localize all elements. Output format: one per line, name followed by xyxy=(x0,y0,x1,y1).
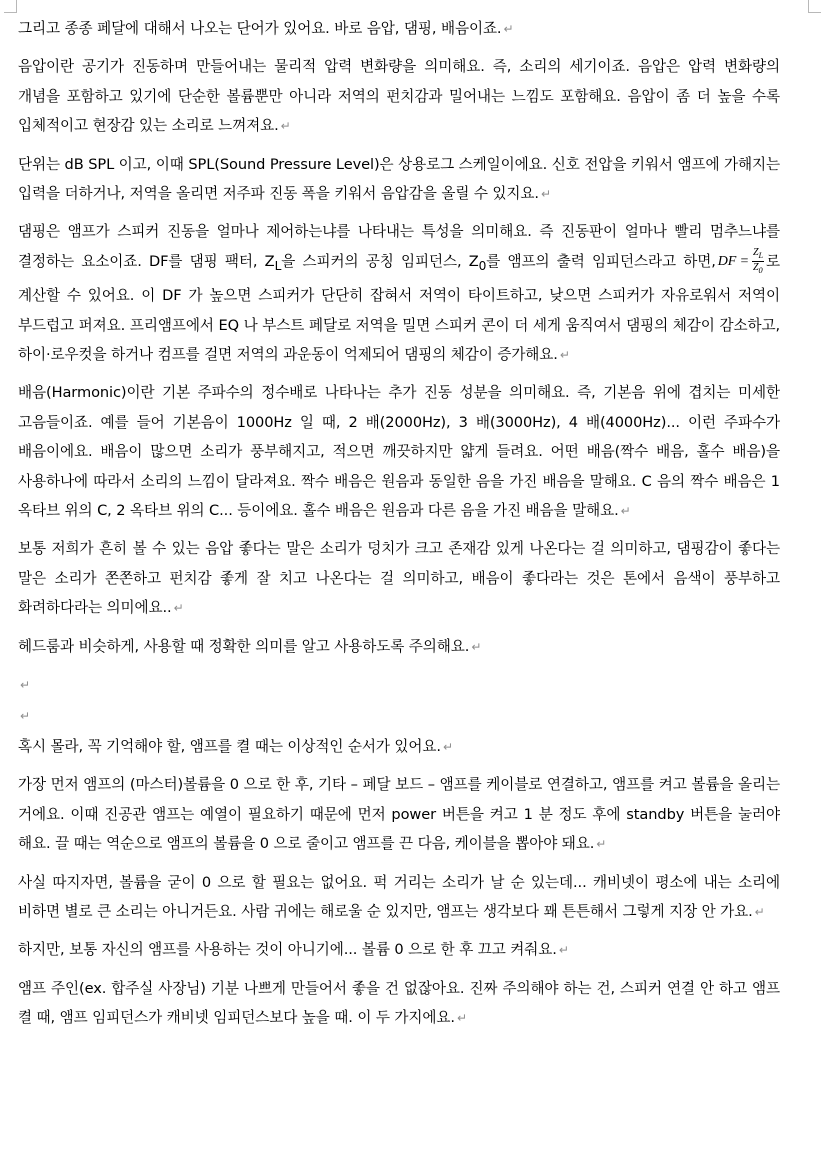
paragraph-amp-order-intro: 혹시 몰라, 꼭 기억해야 할, 앰프를 켤 때는 이상적인 순서가 있어요. ↵ xyxy=(18,738,453,756)
page-corner-mark-right xyxy=(808,0,821,13)
empty-paragraph xyxy=(18,701,780,730)
paragraph-volume-zero: 사실 따지자면, 볼륨을 굳이 0 으로 할 필요는 없어요. 퍽 거리는 소리가 날 순 있는데... 캐비넷이 평소에 내는 소리에 비하면 별로 큰 소리는 아니거든요. 사람 귀에는 해로울 순 있지만, 앰프는 생각보다 꽤 튼튼해서 그렇게 지장 안 가요. ↵ xyxy=(18,873,780,921)
paragraph-mark: ↵ xyxy=(558,943,569,958)
paragraph-mark: ↵ xyxy=(540,187,551,202)
paragraph-headroom-note: 헤드룸과 비슷하게, 사용할 때 정확한 의미를 알고 사용하도록 주의해요. ↵ xyxy=(18,637,482,655)
paragraph-mark: ↵ xyxy=(20,678,30,693)
paragraph-mark: ↵ xyxy=(754,905,765,920)
formula-fraction: $\frac{Z_L}{Z_0}$ xyxy=(752,247,763,276)
paragraph-volume-habit: 하지만, 보통 자신의 앰프를 사용하는 것이 아니기에... 볼륨 0 으로 한 후 끄고 켜줘요. ↵ xyxy=(18,941,569,959)
paragraph-mark: ↵ xyxy=(280,119,291,134)
paragraph-harmonic: 배음(Harmonic)이란 기본 주파수의 정수배로 나타나는 추가 진동 성분을 의미해요. 즉, 기본음 위에 겹치는 미세한 고음들이죠. 예를 들어 기본음이 1000Hz 일 때, 2 배(2000Hz), 3 배(3000Hz), 4 배(4000Hz)... 이런 주파수가 배음이에요. 배음이 많으면 소리가 풍부해지고, 적으면 깨끗하지만 얇게 들려요. 어떤 배음(짝수 배음, 홀수 배음)을 사용하나에 따라서 소리의 느낌이 달라져요. 짝수 배음은 원음과 동일한 음을 가진 배음을 말해요. C 음의 짝수 배음은 1 옥타브 위의 C, 2 옥타브 위의 C... 등이에요. 홀수 배음은 원음과 다른 음을 가진 배음을 말해요. ↵ xyxy=(18,384,780,519)
paragraph-mark: ↵ xyxy=(559,347,570,362)
empty-paragraph xyxy=(18,670,780,699)
page-corner-mark-left xyxy=(4,0,17,13)
paragraph-caution: 앰프 주인(ex. 합주실 사장님) 기분 나쁘게 만들어서 좋을 건 없잖아요. 진짜 주의해야 하는 건, 스피커 연결 안 하고 앰프 켤 때, 앰프 임피던스가 캐비넷 임피던스보다 높을 때. 이 두 가지에요. ↵ xyxy=(18,979,780,1027)
paragraph-spl-unit: 단위는 dB SPL 이고, 이때 SPL(Sound Pressure Level)은 상용로그 스케일이에요. 신호 전압을 키워서 앰프에 가해지는 입력을 더하거나, 저역을 올리면 저주파 진동 폭을 키워서 음압감을 올릴 수 있지요. ↵ xyxy=(18,155,780,203)
paragraph-amp-power-sequence: 가장 먼저 앰프의 (마스터)볼륨을 0 으로 한 후, 기타 – 페달 보드 – 앰프를 케이블로 연결하고, 앰프를 켜고 볼륨을 올리는 거에요. 이때 진공관 앰프는 예열이 필요하기 때문에 먼저 power 버튼을 켜고 1 분 정도 후에 standby 버튼을 눌러야 해요. 끌 때는 역순으로 앰프의 볼륨을 0 으로 줄이고 앰프를 끈 다음, 케이블을 뽑아야 돼요. ↵ xyxy=(18,776,780,853)
paragraph-intro-terms: 그리고 종종 페달에 대해서 나오는 단어가 있어요. 바로 음압, 댐핑, 배음이죠. ↵ xyxy=(18,20,514,37)
paragraph-mark: ↵ xyxy=(20,709,30,724)
paragraph-mark: ↵ xyxy=(596,837,607,852)
paragraph-common-terms: 보통 저희가 흔히 볼 수 있는 음압 좋다는 말은 소리가 덩치가 크고 존재감 있게 나온다는 걸 의미하고, 댐핑감이 좋다는 말은 소리가 쫀쫀하고 펀치감 좋게 잘 치고 나온다는 걸 의미하고, 배음이 좋다라는 것은 톤에서 음색이 풍부하고 화려하다라는 의미에요.. ↵ xyxy=(18,540,780,617)
paragraph-mark: ↵ xyxy=(620,504,631,518)
paragraph-mark: ↵ xyxy=(456,1011,467,1026)
paragraph-mark: ↵ xyxy=(173,601,184,616)
paragraph-damping: 댐핑은 앰프가 스피커 진동을 얼마나 제어하는냐를 나타내는 특성을 의미해요. 즉 진동판이 얼마나 빨리 멈추느냐를 결정하는 요소이죠. DF를 댐핑 팩터, $Z_L$을 스피커의 공칭 임피던스, $Z_0$를 앰프의 출력 임피던스라고 하면, DF = $\frac{Z_L}{Z_0}$ 로 계산할 수 있어요. 이 DF 가 높으면 스피커가 단단히 잡혀서 저역이 타이트하고, 낮으면 스피커가 자유로워서 저역이 부드럽고 퍼져요. 프리앰프에서 EQ 나 부스트 페달로 저역을 밀면 스피커 콘이 더 세게 움직여서 댐핑의 체감이 감소하고, 하이·로우컷을 하거나 컴프를 걸면 저역의 과운동이 억제되어 댐핑의 체감이 증가해요. ↵ xyxy=(18,223,780,363)
document-page xyxy=(18,14,780,1042)
paragraph-mark: ↵ xyxy=(442,740,453,755)
paragraph-mark: ↵ xyxy=(503,22,514,36)
damping-factor-formula: DF = $\frac{Z_L}{Z_0}$ xyxy=(717,247,763,276)
paragraph-mark: ↵ xyxy=(471,639,482,654)
paragraph-sound-pressure: 음압이란 공기가 진동하며 만들어내는 물리적 압력 변화량을 의미해요. 즉, 소리의 세기이죠. 음압은 압력 변화량의 개념을 포함하고 있기에 단순한 볼륨뿐만 아니라 저역의 펀치감과 밀어내는 느낌도 포함해요. 음압이 좀 더 높을 수록 입체적이고 현장감 있는 소리로 느껴져요. ↵ xyxy=(18,58,780,135)
